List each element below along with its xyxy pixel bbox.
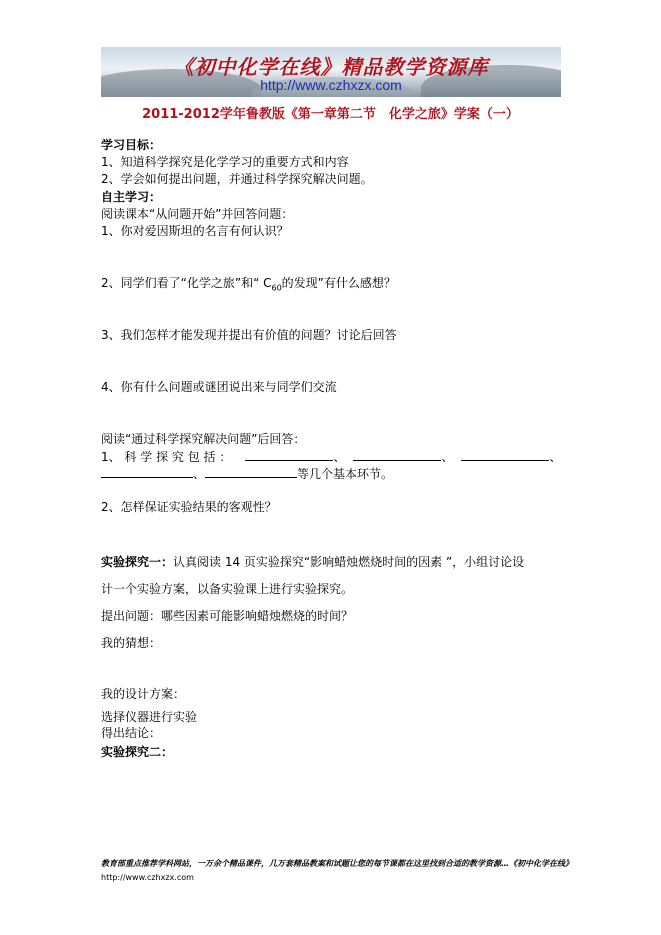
reading-intro: 阅读“通过科学探究解决问题”后回答： (101, 432, 306, 446)
experiment-1-line-1: 实验探究一：认真阅读 14 页实验探究“影响蜡烛燃烧时间的因素 ”，小组讨论设 (101, 555, 525, 569)
question-3: 3、我们怎样才能发现并提出有价值的问题？讨论后回答 (101, 328, 397, 342)
header-banner (101, 47, 561, 97)
experiment-2-label: 实验探究二： (101, 745, 174, 759)
goals-heading: 学习目标： (101, 138, 162, 152)
banner-url[interactable]: http://www.czhxzx.com (260, 77, 402, 93)
footer-url[interactable]: http://www.czhxzx.com (101, 873, 194, 882)
fill-in-line-1: 1、 科 学 探 究 包 括 ： 、 、 、 (101, 450, 562, 464)
experiment-1-line-2: 计一个实验方案，以备实验课上进行实验探究。 (101, 582, 354, 596)
question-1: 1、你对爱因斯坦的名言有何认识？ (101, 224, 289, 238)
experiment-1-question: 提出问题：哪些因素可能影响蜡烛燃烧的时间？ (101, 609, 354, 623)
banner-title: 《初中化学在线》精品教学资源库 (173, 55, 489, 79)
fill-in-line-2: 、 等几个基本环节。 (101, 466, 393, 481)
experiment-1-guess: 我的猜想： (101, 636, 162, 650)
self-study-heading: 自主学习： (101, 190, 162, 204)
experiment-1-design: 我的设计方案： (101, 687, 186, 701)
question-4: 4、你有什么问题或谜团说出来与同学们交流 (101, 380, 337, 394)
page-footer: 教育部重点推荐学科网站，一万余个精品课件，几万套精品教案和试题让您的每节课都在这里找到合适的教学资源…《初中化学在线》http://www.czhxzx.com (101, 859, 573, 882)
document-title: 2011-2012学年鲁教版《第一章第二节 化学之旅》学案（一） (142, 107, 519, 122)
answer-blank[interactable] (461, 449, 549, 461)
answer-blank[interactable] (245, 449, 333, 461)
experiment-1-select: 选择仪器进行实验 (101, 710, 198, 724)
experiment-1-conclusion: 得出结论： (101, 726, 162, 740)
reading-question-2: 2、怎样保证实验结果的客观性？ (101, 500, 277, 514)
answer-blank[interactable] (101, 466, 193, 478)
goal-item-2: 2、学会如何提出问题，并通过科学探究解决问题。 (101, 172, 373, 186)
answer-blank[interactable] (205, 466, 297, 478)
goal-item-1: 1、知道科学探究是化学学习的重要方式和内容 (101, 155, 349, 169)
question-2: 2、同学们看了“化学之旅”和“ $C_{60}$的发现”有什么感想？ (101, 276, 396, 293)
answer-blank[interactable] (353, 449, 441, 461)
self-study-intro: 阅读课本“从问题开始”并回答问题： (101, 207, 294, 221)
